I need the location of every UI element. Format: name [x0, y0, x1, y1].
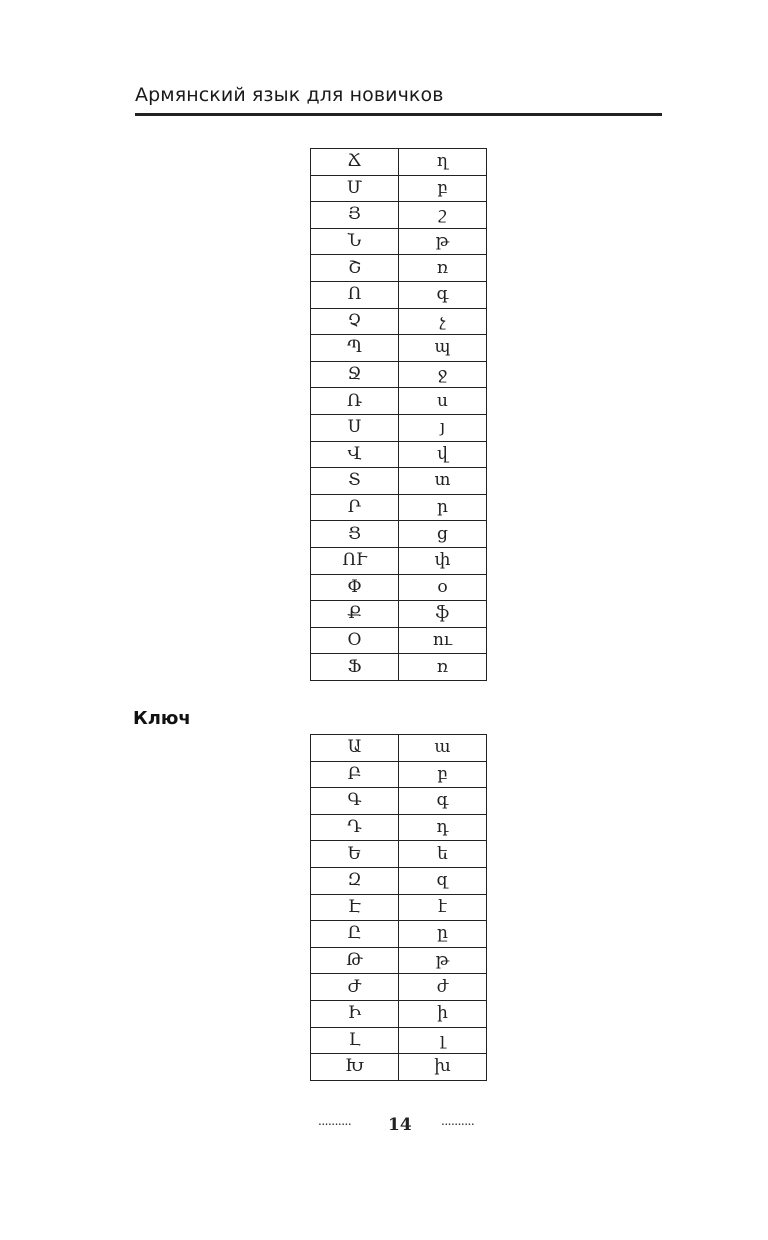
uppercase-cell: Մ — [311, 175, 399, 202]
table-row — [311, 601, 487, 628]
lowercase-cell: ժ — [399, 974, 487, 1001]
uppercase-cell: Ա — [311, 735, 399, 762]
uppercase-cell: Դ — [311, 814, 399, 841]
uppercase-cell: Գ — [311, 788, 399, 815]
uppercase-cell: Ց — [311, 521, 399, 548]
uppercase-cell: Թ — [311, 947, 399, 974]
uppercase-cell: Ք — [311, 601, 399, 628]
table-row — [311, 894, 487, 921]
table-row — [311, 1054, 487, 1081]
table-row — [311, 335, 487, 362]
uppercase-cell: Տ — [311, 468, 399, 495]
alphabet-exercise-table — [310, 148, 487, 681]
table-row — [311, 414, 487, 441]
lowercase-cell: ա — [399, 735, 487, 762]
table-row — [311, 947, 487, 974]
lowercase-cell: ե — [399, 841, 487, 868]
table-row — [311, 814, 487, 841]
table-row — [311, 468, 487, 495]
footer-dots-left: .......... — [318, 1114, 352, 1128]
uppercase-cell: Փ — [311, 574, 399, 601]
table-row — [311, 841, 487, 868]
uppercase-cell: Ի — [311, 1000, 399, 1027]
page-number: 14 — [388, 1115, 412, 1135]
uppercase-cell: Ն — [311, 228, 399, 255]
table-row — [311, 228, 487, 255]
uppercase-cell: Ո — [311, 281, 399, 308]
lowercase-cell: զ — [399, 867, 487, 894]
table-row — [311, 627, 487, 654]
uppercase-cell: Ֆ — [311, 654, 399, 681]
lowercase-cell: շ — [399, 202, 487, 229]
uppercase-cell: Պ — [311, 335, 399, 362]
lowercase-cell: ռ — [399, 255, 487, 282]
footer-dots-right: .......... — [441, 1114, 475, 1128]
uppercase-cell: ՈՒ — [311, 547, 399, 574]
lowercase-cell: ր — [399, 494, 487, 521]
uppercase-cell: Ե — [311, 841, 399, 868]
lowercase-cell: է — [399, 894, 487, 921]
uppercase-cell: Խ — [311, 1054, 399, 1081]
uppercase-cell: Շ — [311, 255, 399, 282]
uppercase-cell: Օ — [311, 627, 399, 654]
header-rule — [135, 113, 662, 116]
table-row — [311, 1027, 487, 1054]
lowercase-cell: ղ — [399, 149, 487, 176]
table-row — [311, 255, 487, 282]
lowercase-cell: ֆ — [399, 601, 487, 628]
lowercase-cell: բ — [399, 761, 487, 788]
lowercase-cell: վ — [399, 441, 487, 468]
lowercase-cell: ջ — [399, 361, 487, 388]
table-row — [311, 388, 487, 415]
table-row — [311, 308, 487, 335]
table-row — [311, 735, 487, 762]
uppercase-cell: Ր — [311, 494, 399, 521]
uppercase-cell: Ռ — [311, 388, 399, 415]
uppercase-cell: Ը — [311, 921, 399, 948]
lowercase-cell: թ — [399, 228, 487, 255]
lowercase-cell: դ — [399, 814, 487, 841]
lowercase-cell: ու — [399, 627, 487, 654]
key-section-label: Ключ — [133, 708, 191, 729]
table-row — [311, 361, 487, 388]
uppercase-cell: Ջ — [311, 361, 399, 388]
lowercase-cell: ը — [399, 921, 487, 948]
table-row — [311, 175, 487, 202]
table-row — [311, 574, 487, 601]
lowercase-cell: տ — [399, 468, 487, 495]
table-row — [311, 281, 487, 308]
lowercase-cell: թ — [399, 947, 487, 974]
lowercase-cell: խ — [399, 1054, 487, 1081]
running-header-title: Армянский язык для новичков — [135, 84, 444, 106]
lowercase-cell: չ — [399, 308, 487, 335]
uppercase-cell: Լ — [311, 1027, 399, 1054]
table-row — [311, 788, 487, 815]
table-row — [311, 974, 487, 1001]
lowercase-cell: պ — [399, 335, 487, 362]
uppercase-cell: Ս — [311, 414, 399, 441]
lowercase-cell: լ — [399, 1027, 487, 1054]
lowercase-cell: գ — [399, 281, 487, 308]
uppercase-cell: Ճ — [311, 149, 399, 176]
lowercase-cell: օ — [399, 574, 487, 601]
lowercase-cell: ռ — [399, 654, 487, 681]
lowercase-cell: յ — [399, 414, 487, 441]
table-row — [311, 441, 487, 468]
uppercase-cell: Բ — [311, 761, 399, 788]
lowercase-cell: ս — [399, 388, 487, 415]
uppercase-cell: Զ — [311, 867, 399, 894]
page-footer — [0, 1114, 768, 1138]
table-row — [311, 921, 487, 948]
table-row — [311, 494, 487, 521]
table-row — [311, 1000, 487, 1027]
uppercase-cell: Յ — [311, 202, 399, 229]
uppercase-cell: Ժ — [311, 974, 399, 1001]
uppercase-cell: Է — [311, 894, 399, 921]
table-row — [311, 654, 487, 681]
table-row — [311, 761, 487, 788]
lowercase-cell: գ — [399, 788, 487, 815]
alphabet-key-table — [310, 734, 487, 1081]
table-row — [311, 547, 487, 574]
table-row — [311, 149, 487, 176]
lowercase-cell: ի — [399, 1000, 487, 1027]
lowercase-cell: ց — [399, 521, 487, 548]
uppercase-cell: Չ — [311, 308, 399, 335]
table-row — [311, 202, 487, 229]
lowercase-cell: փ — [399, 547, 487, 574]
lowercase-cell: բ — [399, 175, 487, 202]
table-row — [311, 521, 487, 548]
table-row — [311, 867, 487, 894]
uppercase-cell: Վ — [311, 441, 399, 468]
